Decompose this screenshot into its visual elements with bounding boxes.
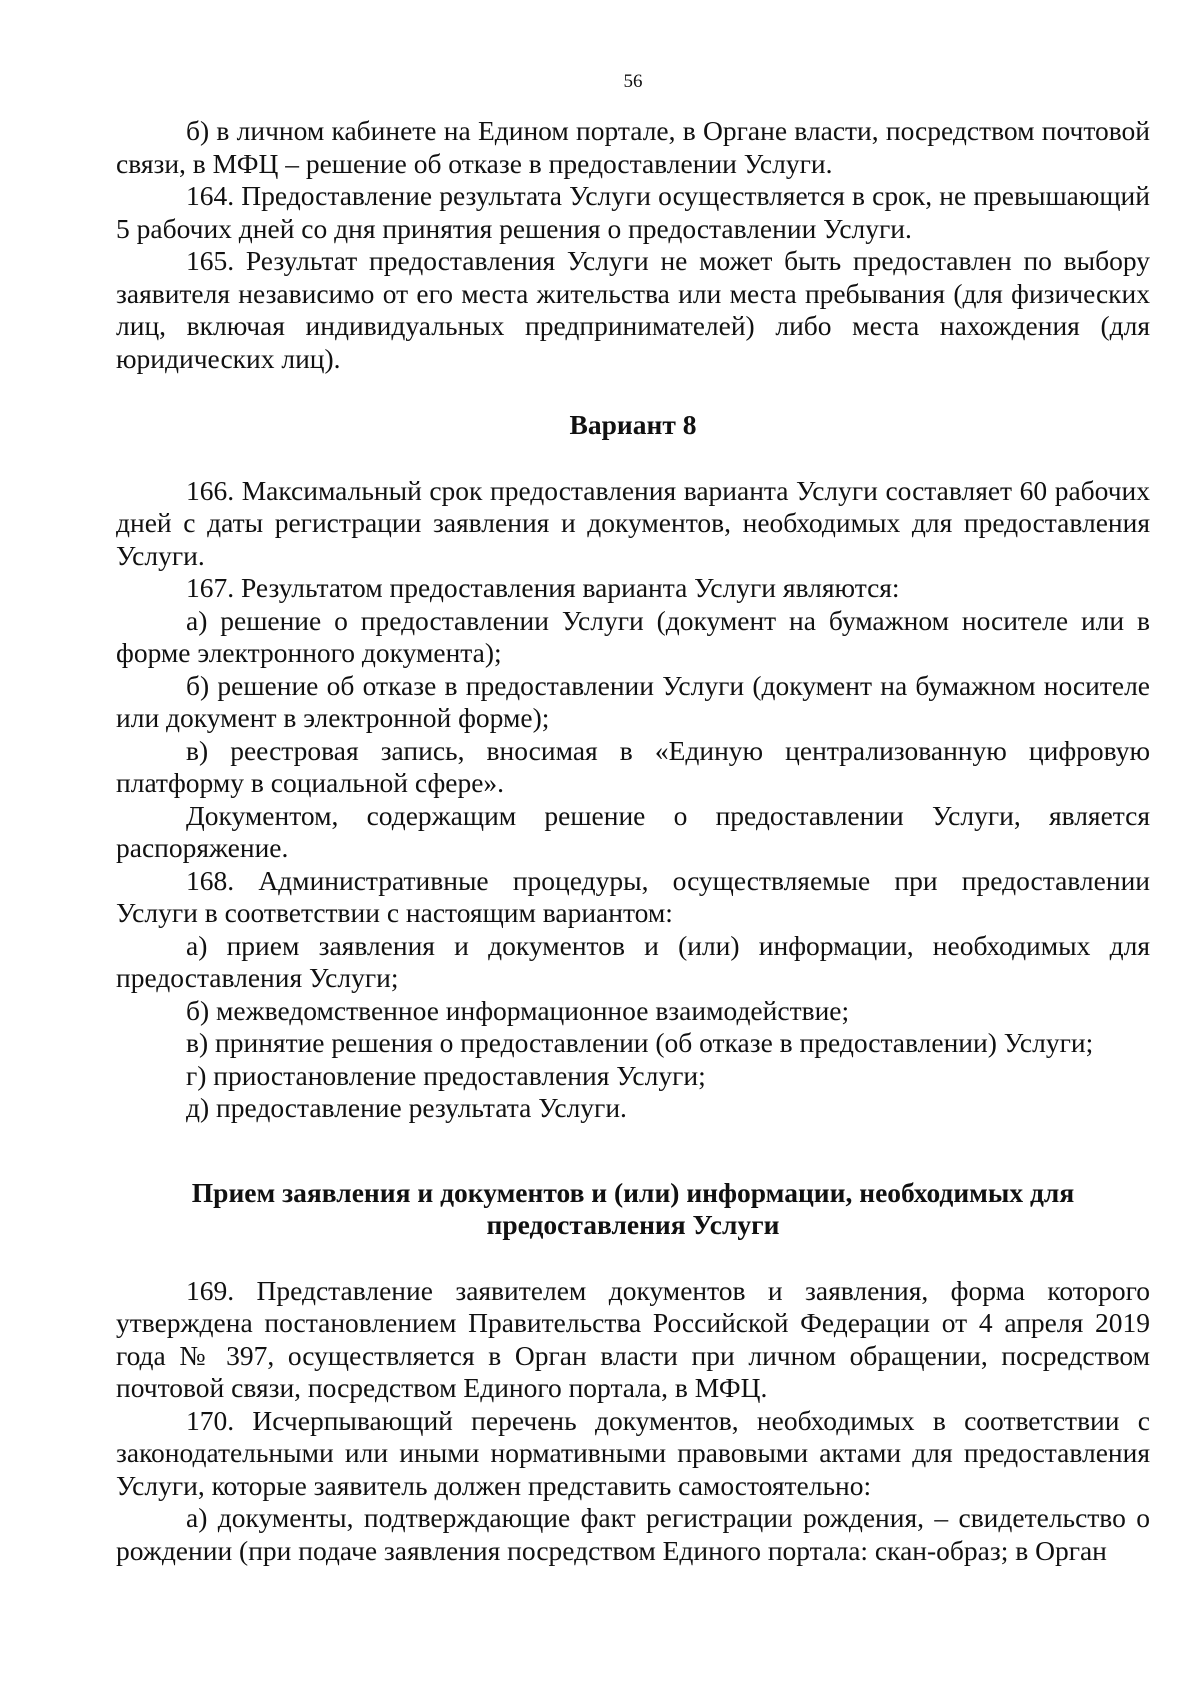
paragraph-168v: в) принятие решения о предоставлении (об отказе в предоставлении) Услуги; bbox=[186, 1027, 1094, 1058]
heading-section-reception: Прием заявления и документов и (или) информации, необходимых для предоставления Услуги bbox=[191, 1176, 1075, 1240]
heading-variant-8: Вариант 8 bbox=[569, 409, 697, 440]
paragraph-168a: а) прием заявления и документов и (или) информации, необходимых для предоставления Услуги; bbox=[116, 929, 1150, 993]
paragraph-163b: б) в личном кабинете на Едином портале, в Органе власти, посредством почтовой связи, в МФЦ – решение об отказе в предоставлении Услуги. bbox=[116, 115, 1150, 179]
paragraph-169: 169. Представление заявителем документов и заявления, форма которого утверждена постановлением Правительства Российской Федерации от 4 апреля 2019 года № 397, осуществляется в Орган власти при личном обращении, посредством почтовой связи, посредством Единого портала, в МФЦ. bbox=[116, 1274, 1150, 1403]
document-page bbox=[116, 70, 1150, 1567]
paragraph-170a: а) документы, подтверждающие факт регистрации рождения, – свидетельство о рождении (при подаче заявления посредством Единого портала: скан-образ; в Орган bbox=[116, 1502, 1150, 1566]
paragraph-167b: б) решение об отказе в предоставлении Услуги (документ на бумажном носителе или документ в электронной форме); bbox=[116, 669, 1150, 733]
paragraph-168: 168. Административные процедуры, осуществляемые при предоставлении Услуги в соответствии с настоящим вариантом: bbox=[116, 864, 1150, 928]
paragraph-167-document: Документом, содержащим решение о предоставлении Услуги, является распоряжение. bbox=[116, 799, 1150, 863]
paragraph-168b: б) межведомственное информационное взаимодействие; bbox=[186, 994, 850, 1026]
paragraph-167v: в) реестровая запись, вносимая в «Единую централизованную цифровую платформу в социальной сфере». bbox=[116, 734, 1150, 798]
paragraph-166: 166. Максимальный срок предоставления варианта Услуги составляет 60 рабочих дней с даты регистрации заявления и документов, необходимых для предоставления Услуги. bbox=[116, 474, 1150, 571]
paragraph-167a: а) решение о предоставлении Услуги (документ на бумажном носителе или в форме электронного документа); bbox=[116, 604, 1150, 668]
paragraph-167: 167. Результатом предоставления варианта Услуги являются: bbox=[186, 572, 900, 603]
paragraph-165: 165. Результат предоставления Услуги не может быть предоставлен по выбору заявителя независимо от его места жительства или места пребывания (для физических лиц, включая индивидуальных предпринимателей) либо места нахождения (для юридических лиц). bbox=[116, 245, 1150, 374]
paragraph-168g: г) приостановление предоставления Услуги; bbox=[186, 1059, 706, 1091]
paragraph-168d: д) предоставление результата Услуги. bbox=[186, 1092, 627, 1123]
page-number: 56 bbox=[623, 71, 643, 92]
paragraph-164: 164. Предоставление результата Услуги осуществляется в срок, не превышающий 5 рабочих дней со дня принятия решения о предоставлении Услуги. bbox=[116, 180, 1150, 244]
paragraph-170: 170. Исчерпывающий перечень документов, необходимых в соответствии с законодательными или иными нормативными правовыми актами для предоставления Услуги, которые заявитель должен представить самостоятельно: bbox=[116, 1404, 1150, 1501]
